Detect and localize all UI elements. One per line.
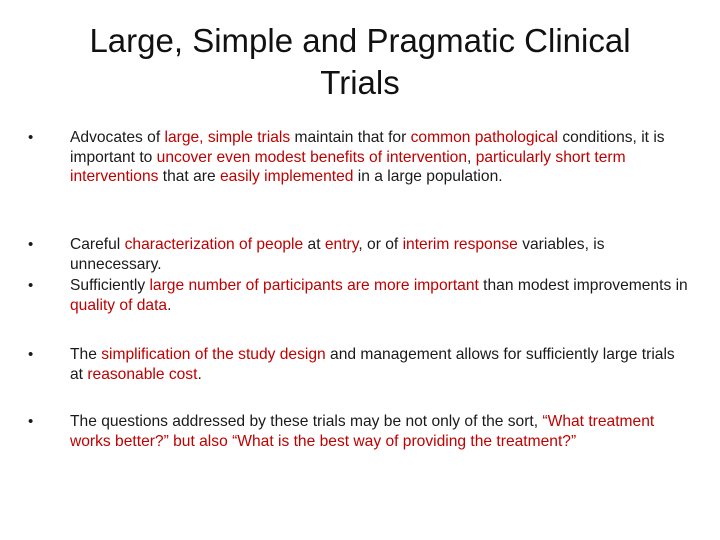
slide-title-line-1: Large, Simple and Pragmatic Clinical	[89, 22, 631, 59]
text-run: , or of	[358, 236, 403, 253]
slide-title-line-2: Trials	[320, 64, 400, 101]
text-run: The questions addressed by these trials may be not only of the sort,	[70, 413, 543, 430]
bullet-item-2	[28, 235, 690, 274]
slide-title	[40, 20, 680, 104]
bullet-text-4	[70, 345, 690, 384]
text-run: variables, is unnecessary.	[70, 236, 605, 273]
text-run: maintain that for	[290, 129, 411, 146]
text-run: at	[303, 236, 325, 253]
text-run: than modest improvements in	[478, 277, 688, 294]
highlighted-phrase: easily implemented	[219, 168, 354, 185]
bullet-text-2	[70, 235, 690, 274]
text-run: and management allows for sufficiently large trials at	[70, 346, 675, 383]
text-run: that are	[158, 168, 220, 185]
bullet-item-1	[28, 128, 690, 187]
highlighted-phrase: particularly short term interventions	[70, 148, 626, 185]
text-run: conditions, it is important to	[70, 129, 665, 166]
text-run: Advocates of	[70, 129, 165, 146]
bullet-text-1	[70, 128, 690, 187]
bullet-text-3	[70, 276, 690, 315]
highlighted-phrase: uncover even modest benefits of intervention	[156, 148, 468, 166]
text-run: .	[197, 365, 202, 383]
text-run: Sufficiently	[70, 277, 150, 294]
bullet-item-4	[28, 345, 690, 384]
highlighted-phrase: large, simple trials	[164, 129, 291, 146]
highlighted-phrase: “What treatment works better?” but also “What is the best way of providing the treatment?”	[70, 413, 655, 450]
highlighted-phrase: characterization of people	[124, 236, 304, 253]
highlighted-phrase: interim response	[402, 236, 518, 253]
bullet-marker: •	[28, 236, 34, 253]
text-run: Careful	[70, 236, 125, 253]
bullet-marker: •	[28, 346, 34, 363]
bullet-item-5	[28, 412, 690, 451]
highlighted-phrase: common pathological	[410, 129, 558, 146]
highlighted-phrase: large number of participants are more important	[149, 277, 479, 294]
bullet-text-5	[70, 412, 690, 451]
bullet-marker: •	[28, 413, 34, 430]
text-run: .	[167, 296, 172, 314]
highlighted-phrase: quality of data	[70, 296, 168, 314]
text-run: in a large population.	[353, 168, 503, 185]
highlighted-phrase: simplification of the study design	[101, 346, 326, 363]
text-run: ,	[467, 148, 476, 166]
bullet-marker: •	[28, 129, 34, 146]
text-run: The	[70, 346, 102, 363]
highlighted-phrase: reasonable cost	[87, 365, 198, 383]
highlighted-phrase: entry	[324, 236, 359, 253]
bullet-item-3	[28, 276, 690, 315]
bullet-marker: •	[28, 277, 34, 294]
